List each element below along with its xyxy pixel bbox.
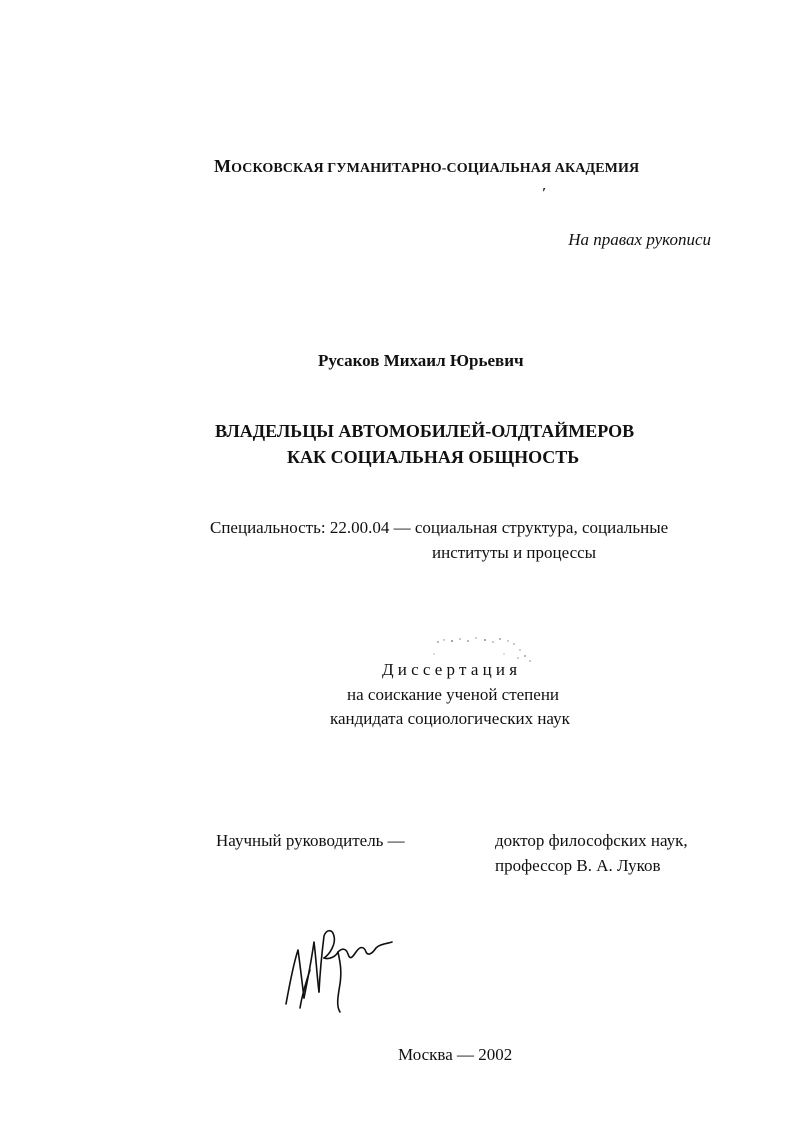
degree-line-1: на соискание ученой степени bbox=[347, 685, 560, 704]
handwritten-signature bbox=[280, 912, 395, 1017]
author-name: Русаков Михаил Юрьевич bbox=[318, 351, 524, 370]
advisor-label: Научный руководитель — bbox=[216, 831, 405, 850]
advisor-degree: доктор философских наук, bbox=[495, 831, 688, 850]
stray-mark: ′ bbox=[542, 186, 546, 201]
specialty-line-1: Специальность: 22.00.04 — социальная структура, социальные bbox=[210, 518, 669, 537]
city-year: Москва — 2002 bbox=[398, 1045, 513, 1064]
institution-initial: М bbox=[214, 156, 232, 176]
specialty-line-2: институты и процессы bbox=[432, 543, 597, 562]
institution-name bbox=[214, 156, 639, 177]
advisor-name: профессор В. А. Луков bbox=[495, 856, 661, 875]
dissertation-label: Диссертация bbox=[382, 660, 522, 679]
thesis-title-line-1: ВЛАДЕЛЬЦЫ АВТОМОБИЛЕЙ-ОЛДТАЙМЕРОВ bbox=[215, 421, 635, 441]
institution-rest: ОСКОВСКАЯ ГУМАНИТАРНО-СОЦИАЛЬНАЯ АКАДЕМИЯ bbox=[231, 161, 640, 176]
manuscript-rights-note: На правах рукописи bbox=[568, 230, 711, 249]
degree-line-2: кандидата социологических наук bbox=[330, 709, 570, 728]
thesis-title-line-2: КАК СОЦИАЛЬНАЯ ОБЩНОСТЬ bbox=[287, 447, 580, 467]
